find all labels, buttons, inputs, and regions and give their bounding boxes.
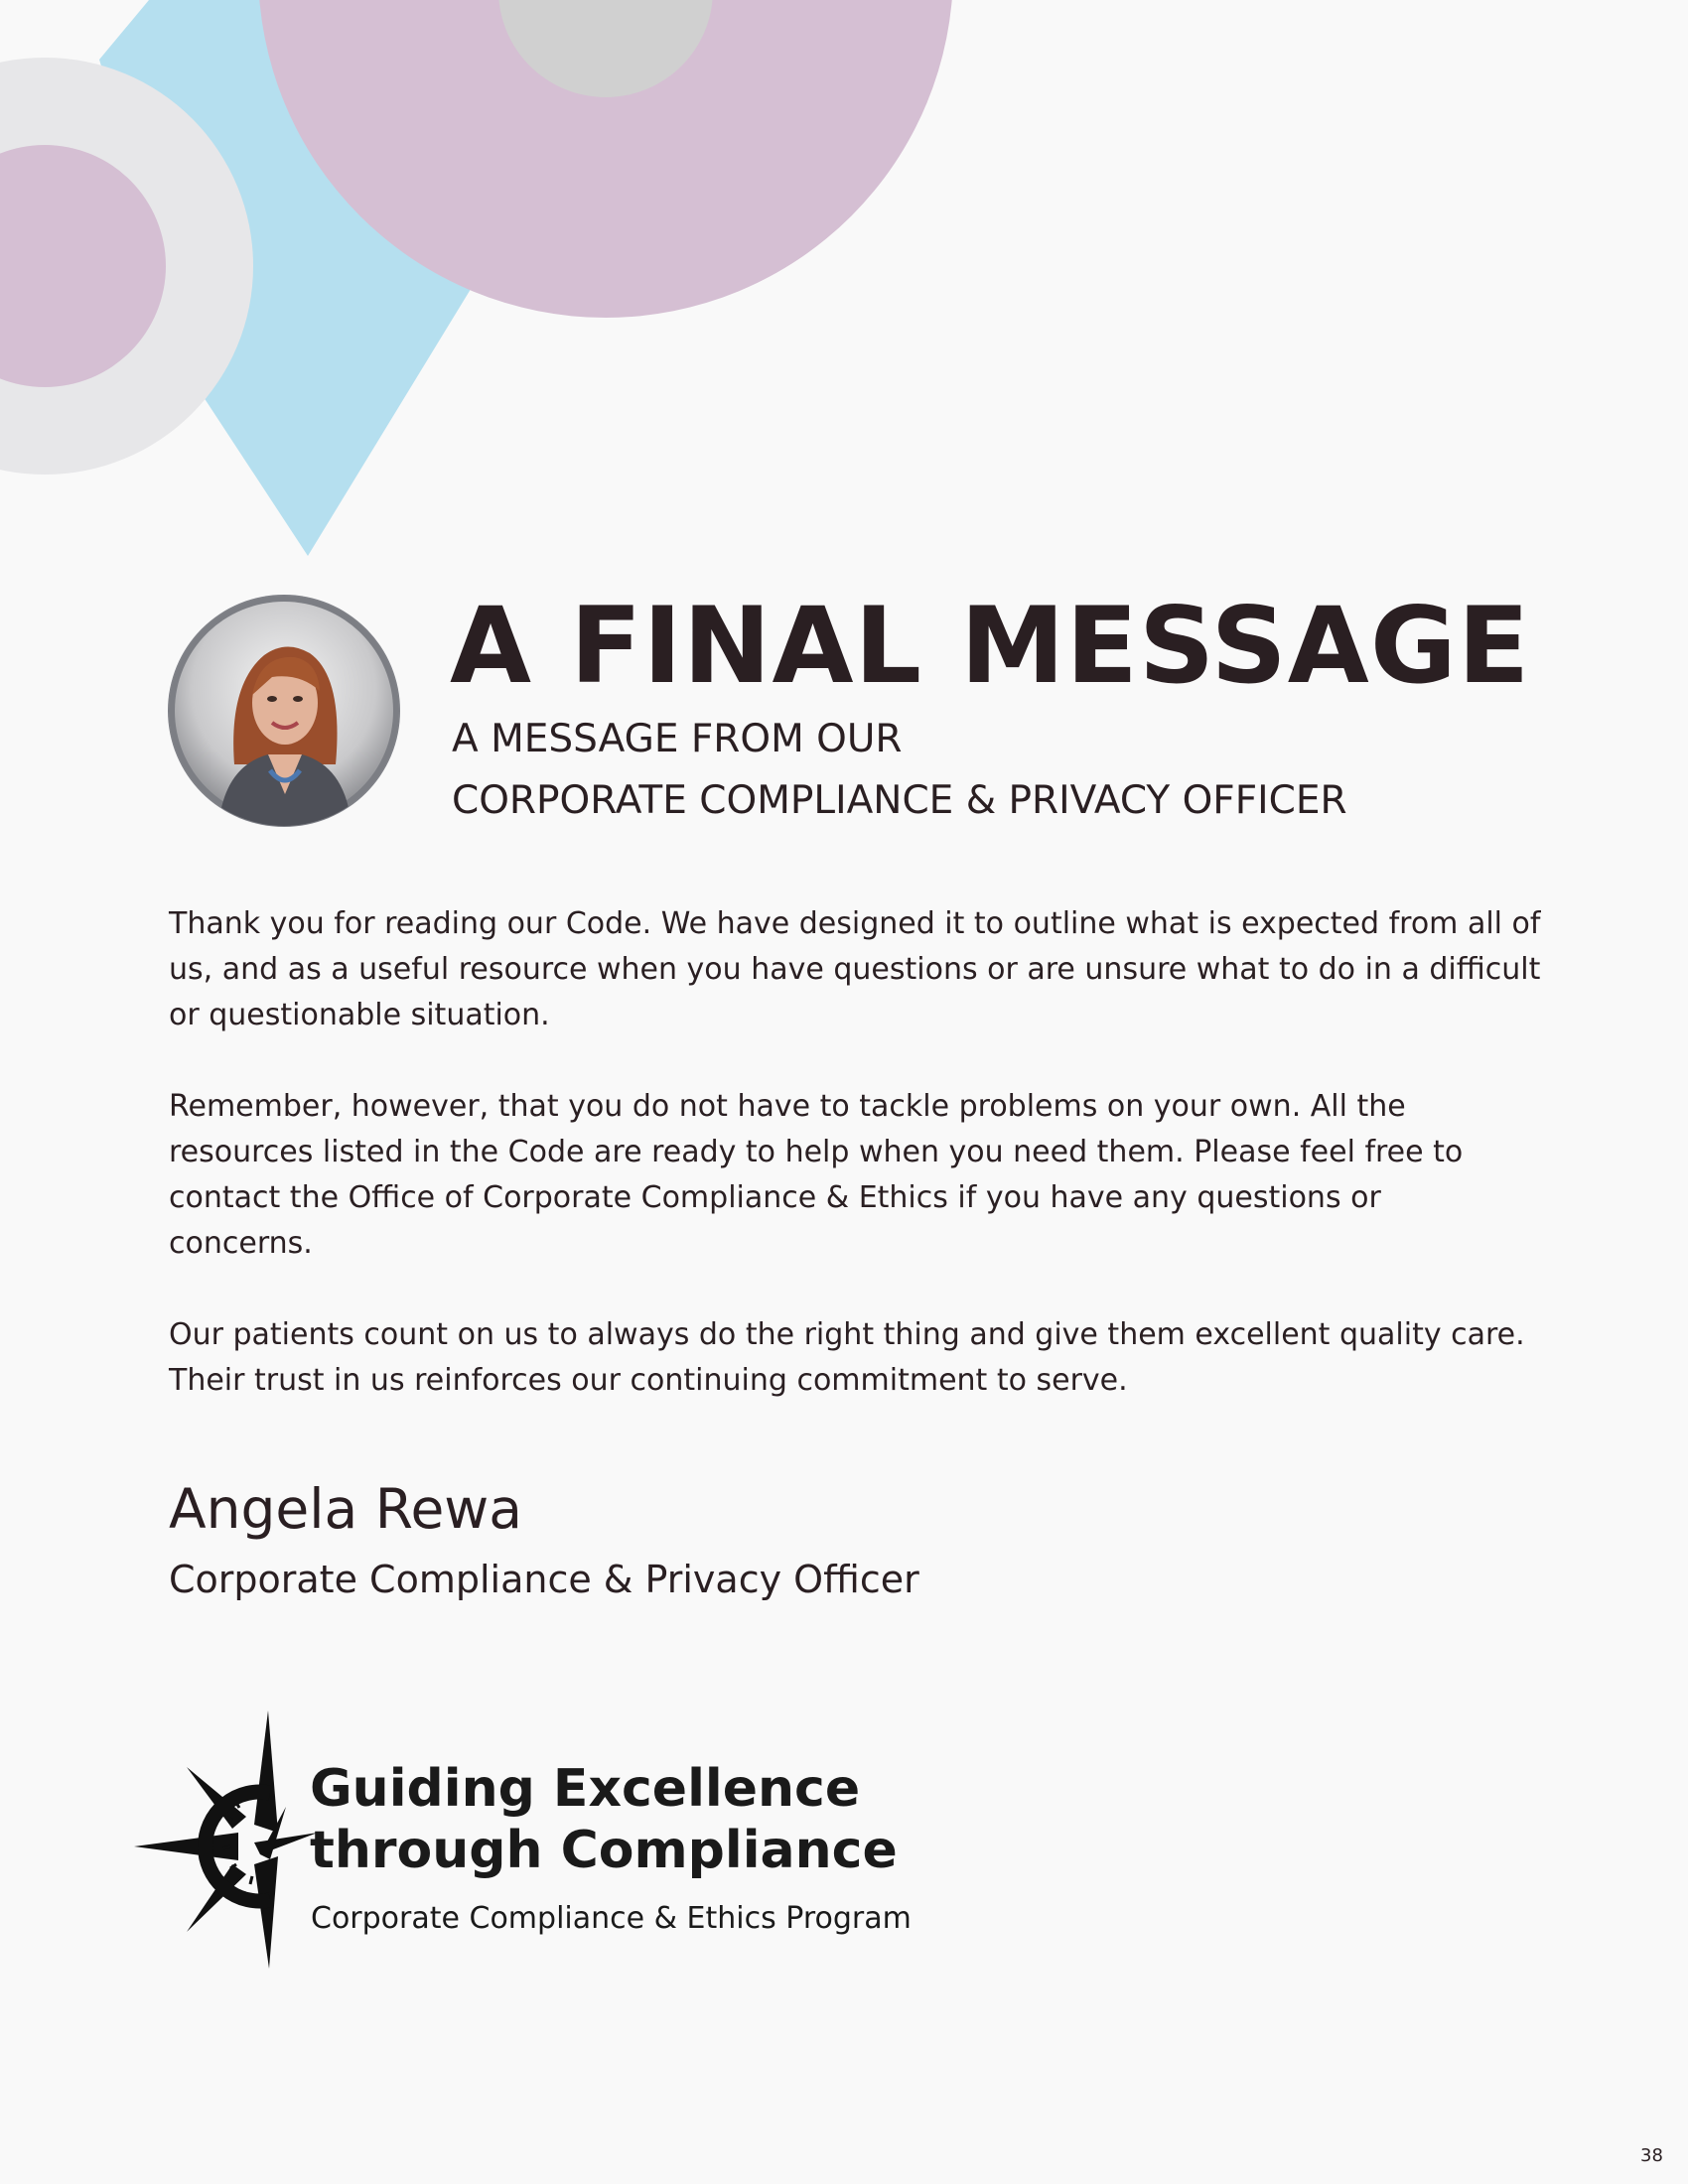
- logo-tagline-line2: through Compliance: [310, 1821, 898, 1880]
- body-paragraph: Thank you for reading our Code. We have designed it to outline what is expected from all of us, and as a useful resource when you have questions or are unsure what to do in a difficult or questionable situation.: [169, 906, 1541, 1032]
- page-subtitle: [452, 709, 1347, 832]
- decorative-shapes: [0, 0, 1688, 596]
- subtitle-line: A MESSAGE FROM OUR: [452, 717, 903, 761]
- signer-title: Corporate Compliance & Privacy Officer: [169, 1558, 919, 1601]
- compass-star-icon: [129, 1706, 328, 1974]
- message-body: [169, 901, 1579, 1449]
- officer-portrait: [169, 596, 399, 826]
- logo-tagline-line1: Guiding Excellence: [310, 1759, 861, 1819]
- page-title: A FINAL MESSAGE: [450, 585, 1531, 707]
- body-paragraph: Remember, however, that you do not have to tackle problems on your own. All the resources listed in the Code are ready to help when you need them. Please feel free to contact the Office of Corporate Compliance & Ethics if you have any questions or concerns.: [169, 1089, 1464, 1261]
- logo-program-name: Corporate Compliance & Ethics Program: [311, 1901, 912, 1936]
- signer-name: Angela Rewa: [169, 1477, 522, 1541]
- subtitle-line: CORPORATE COMPLIANCE & PRIVACY OFFICER: [452, 778, 1347, 823]
- page-number: 38: [1640, 2145, 1663, 2166]
- body-paragraph: Our patients count on us to always do the right thing and give them excellent quality care. Their trust in us reinforces our continuing commitment to serve.: [169, 1317, 1525, 1398]
